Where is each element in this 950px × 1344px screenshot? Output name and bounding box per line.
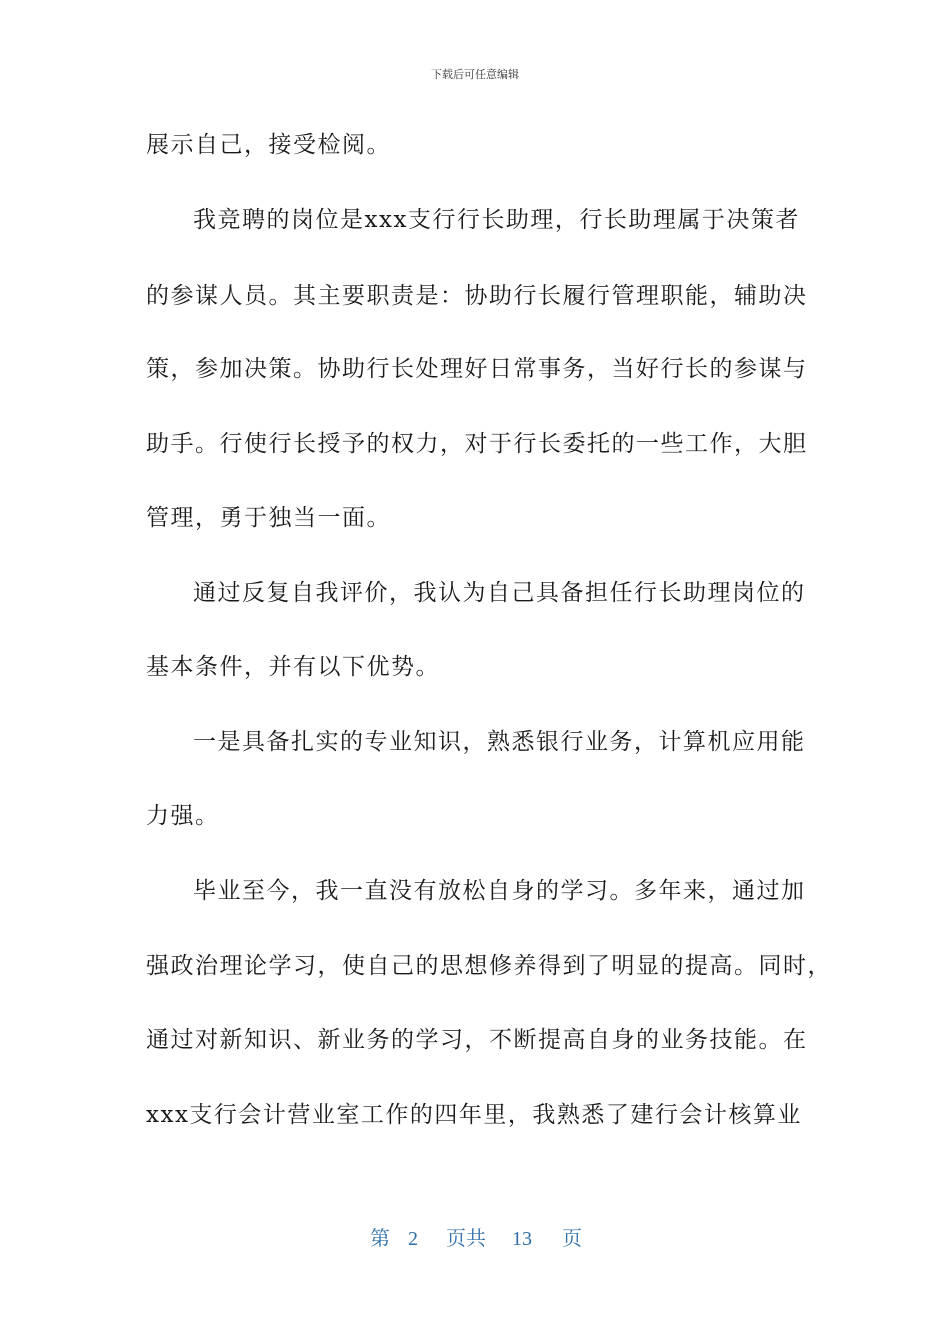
current-page-number: 2 <box>408 1228 418 1250</box>
text-line: 基本条件，并有以下优势。 <box>146 654 440 680</box>
page-footer <box>0 1226 950 1252</box>
paragraph-first-line: 通过反复自我评价，我认为自己具备担任行长助理岗位的 <box>193 580 806 606</box>
text-line: 强政治理论学习，使自己的思想修养得到了明显的提高。同时， <box>146 953 832 979</box>
footer-suffix: 页 <box>562 1228 582 1250</box>
text-line: 的参谋人员。其主要职责是：协助行长履行管理职能，辅助决 <box>146 283 808 309</box>
text-line: 助手。行使行长授予的权力，对于行长委托的一些工作，大胆 <box>146 431 808 457</box>
footer-prefix: 第 <box>370 1228 390 1250</box>
text-line: 展示自己，接受检阅。 <box>146 132 391 158</box>
paragraph-first-line: 毕业至今，我一直没有放松自身的学习。多年来，通过加 <box>193 878 806 904</box>
text-line: 管理，勇于独当一面。 <box>146 505 391 531</box>
paragraph-first-line: 我竞聘的岗位是xxx支行行长助理，行长助理属于决策者 <box>193 207 800 233</box>
page-header-note: 下载后可任意编辑 <box>431 68 519 81</box>
text-line: 通过对新知识、新业务的学习，不断提高自身的业务技能。在 <box>146 1027 808 1053</box>
footer-middle: 页共 <box>446 1228 486 1250</box>
paragraph-first-line: 一是具备扎实的专业知识，熟悉银行业务，计算机应用能 <box>193 729 806 755</box>
text-line: 力强。 <box>146 803 220 829</box>
text-line: xxx支行会计营业室工作的四年里，我熟悉了建行会计核算业 <box>146 1102 802 1128</box>
text-line: 策，参加决策。协助行长处理好日常事务，当好行长的参谋与 <box>146 356 808 382</box>
total-pages-number: 13 <box>512 1228 532 1250</box>
